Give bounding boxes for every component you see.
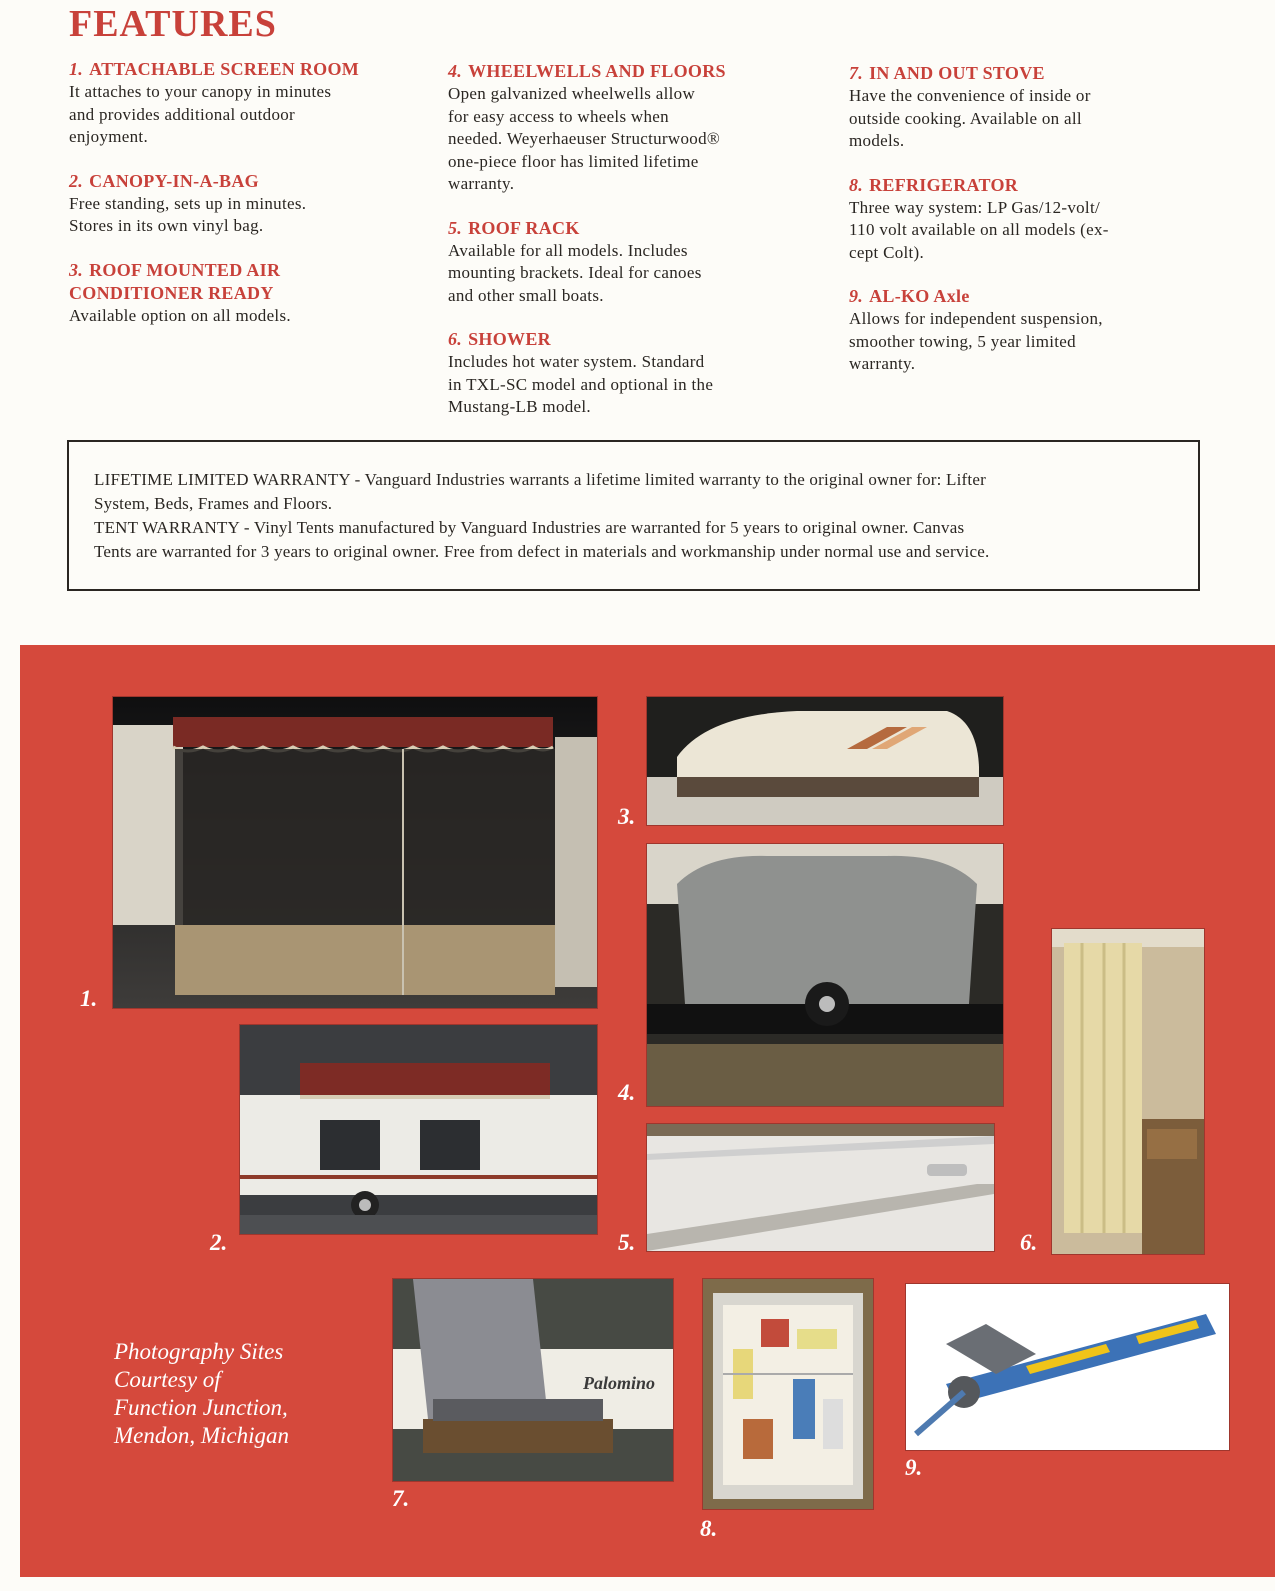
- photo-caption: 2.: [210, 1230, 228, 1255]
- photo-caption: 9.: [905, 1455, 923, 1480]
- photo-shower: [1051, 928, 1205, 1255]
- photography-credit: Photography Sites Courtesy of Function Junction, Mendon, Michigan: [114, 1339, 290, 1448]
- feature-description: It attaches to your canopy in minutes and provides additional outdoor enjoyment.: [69, 82, 332, 146]
- features-column-3: [849, 62, 1194, 397]
- feature-heading: 9. AL-KO Axle: [849, 286, 970, 306]
- feature-heading: 6. SHOWER: [448, 329, 551, 349]
- feature-canopy-in-a-bag: [69, 170, 414, 238]
- feature-description: Available for all models. Includes mounting brackets. Ideal for canoes and other small boats.: [448, 240, 702, 305]
- feature-air-conditioner: [69, 259, 414, 328]
- feature-roof-rack: [448, 217, 793, 308]
- photo-screen-room: [112, 696, 598, 1009]
- feature-wheelwells: [448, 60, 793, 196]
- feature-description: Free standing, sets up in minutes. Stores in its own vinyl bag.: [69, 193, 307, 235]
- photo-roof-rack: [646, 1123, 995, 1252]
- photo-caption: 1.: [80, 986, 98, 1011]
- feature-stove: [849, 62, 1194, 153]
- feature-heading: 3. ROOF MOUNTED AIR CONDITIONER READY: [69, 259, 281, 303]
- features-column-2: [448, 60, 793, 440]
- feature-description: Includes hot water system. Standard in TXL-SC model and optional in the Mustang-LB model.: [448, 352, 714, 416]
- photo-refrigerator: [702, 1278, 874, 1510]
- photo-caption: 8.: [700, 1516, 718, 1541]
- stove-brand: Palomino: [583, 1373, 656, 1393]
- page-title: FEATURES: [69, 3, 277, 45]
- photo-caption: 4.: [618, 1080, 636, 1105]
- photo-air-conditioner: [646, 696, 1004, 826]
- feature-description: Available option on all models.: [69, 305, 291, 325]
- photo-caption: 5.: [618, 1230, 636, 1255]
- feature-heading: 2. CANOPY-IN-A-BAG: [69, 170, 259, 191]
- feature-description: Open galvanized wheelwells allow for easy access to wheels when needed. Weyerhaeuser Structurwood® one-piece floor has limited lifetime warranty.: [448, 84, 721, 193]
- photo-canopy: [239, 1024, 598, 1235]
- photo-caption: 3.: [618, 804, 636, 829]
- feature-description: Three way system: LP Gas/12-volt/ 110 volt available on all models (ex- cept Colt).: [849, 197, 1109, 262]
- warranty-box: [67, 440, 1200, 591]
- tent-warranty-text: TENT WARRANTY - Vinyl Tents manufactured by Vanguard Industries are warranted for 5 years to original owner. Canvas Tents are warranted for 3 years to original owner. Free from defect in materials and workmanship under normal use and service.: [94, 518, 990, 561]
- photo-caption: 6.: [1020, 1230, 1038, 1255]
- feature-heading: 5. ROOF RACK: [448, 217, 580, 238]
- feature-heading: 7. IN AND OUT STOVE: [849, 63, 1045, 83]
- feature-shower: [448, 328, 793, 419]
- feature-description: Allows for independent suspension, smoother towing, 5 year limited warranty.: [849, 309, 1103, 373]
- feature-heading: 8. REFRIGERATOR: [849, 174, 1019, 195]
- photo-caption: 7.: [392, 1486, 410, 1511]
- photo-wheelwell: [646, 843, 1004, 1107]
- feature-heading: 4. WHEELWELLS AND FLOORS: [448, 61, 726, 81]
- lifetime-warranty-text: LIFETIME LIMITED WARRANTY - Vanguard Industries warrants a lifetime limited warranty to the original owner for: Lifter System, Beds, Frames and Floors.: [94, 470, 986, 513]
- feature-description: Have the convenience of inside or outside cooking. Available on all models.: [849, 86, 1091, 150]
- features-column-1: [69, 58, 414, 348]
- feature-heading: 1. ATTACHABLE SCREEN ROOM: [69, 59, 360, 79]
- photo-stove: [392, 1278, 674, 1482]
- photo-axle: [905, 1283, 1230, 1451]
- feature-refrigerator: [849, 174, 1194, 265]
- feature-screen-room: [69, 58, 414, 149]
- feature-axle: [849, 285, 1194, 376]
